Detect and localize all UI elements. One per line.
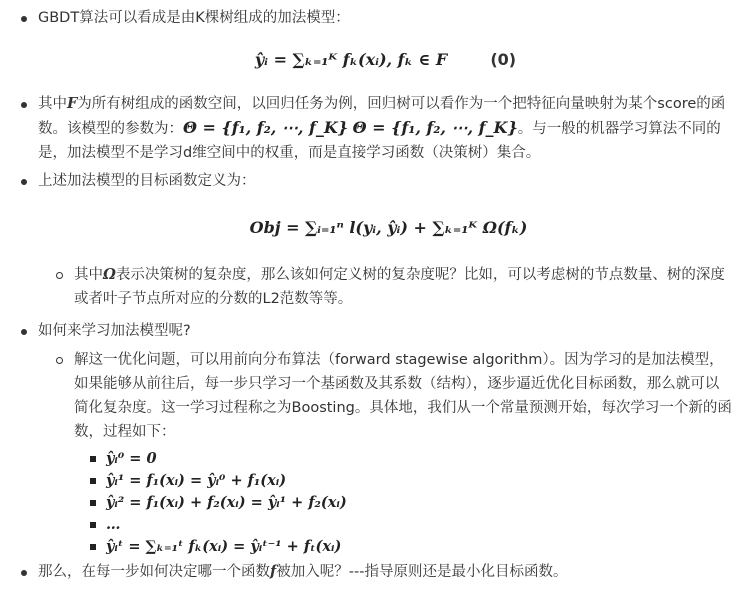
step-item <box>0 470 747 492</box>
sub-item-complexity <box>0 263 747 311</box>
main-list <box>0 6 747 584</box>
equation-0 <box>0 30 747 90</box>
equation-1-row <box>0 193 747 263</box>
list-item-how-to-learn <box>0 319 747 343</box>
list-item-gbdt-intro <box>0 6 747 30</box>
steps-list <box>0 448 747 558</box>
boosting-text: 解这一优化问题，可以用前向分布算法（forward stagewise algorithm）。因为学习的是加法模型，如果能够从前往后，每一步只学习一个基函数及其系数（结构），逐步逼近优化目标函数，那么就可以简化复杂度。这一学习过程称之为Boosting。具体地，我们从一个常量预测开始，每次学习一个新的函数，过程如下： <box>74 352 732 440</box>
step-formula: ŷᵢ⁰ = 0 <box>106 450 157 467</box>
step-formula: ŷᵢ¹ = f₁(xᵢ) = ŷᵢ⁰ + f₁(xᵢ) <box>106 472 287 489</box>
how-to-learn-text: 如何来学习加法模型呢? <box>38 323 191 339</box>
bullet-icon <box>21 16 27 22</box>
function-f-symbol: f <box>270 563 277 580</box>
equation-1 <box>0 193 747 263</box>
sub-item-boosting <box>0 348 747 444</box>
bullet-icon <box>21 102 27 108</box>
step-item <box>0 514 747 536</box>
which-function-text-b: 被加入呢？---指导原则还是最小化目标函数。 <box>276 564 568 580</box>
square-bullet-icon <box>90 544 96 550</box>
function-space-text-c: 。与一般的机器学习算法不同的是，加法模型不是学习d维空间中的权重，而是直接学习函数（决策树）集合。 <box>38 121 721 161</box>
list-item-objective <box>0 169 747 193</box>
equation-0-row <box>0 30 747 90</box>
square-bullet-icon <box>90 500 96 506</box>
list-item-function-space <box>0 92 747 165</box>
objective-formula: Obj = ∑ᵢ₌₁ⁿ l(yᵢ, ŷᵢ) + ∑ₖ₌₁ᴷ Ω(fₖ) <box>249 218 528 237</box>
theta-formula-1: Θ = {f₁, f₂, ⋯, f_K} <box>183 118 349 137</box>
square-bullet-icon <box>90 456 96 462</box>
theta-formula-2: Θ = {f₁, f₂, ⋯, f_K} <box>352 118 518 137</box>
objective-text: 上述加法模型的目标函数定义为： <box>38 173 256 189</box>
complexity-text-b: 表示决策树的复杂度，那么该如何定义树的复杂度呢？比如，可以考虑树的节点数量、树的深度或者叶子节点所对应的分数的L2范数等等。 <box>74 267 725 307</box>
function-space-symbol: F <box>67 95 78 112</box>
step-item <box>0 448 747 470</box>
gbdt-intro-text: GBDT算法可以看成是由K棵树组成的加法模型： <box>38 10 350 26</box>
function-space-text-b: 为所有树组成的函数空间，以回归任务为例，回归树可以看作为一个把特征向量映射为某个score的函数。该模型的参数为： <box>38 96 726 137</box>
circle-bullet-icon <box>56 272 63 279</box>
step-item <box>0 536 747 558</box>
square-bullet-icon <box>90 522 96 528</box>
complexity-text-a: 其中 <box>74 267 103 283</box>
function-space-text-a: 其中 <box>38 96 67 112</box>
step-formula: ŷᵢᵗ = ∑ₖ₌₁ᵗ fₖ(xᵢ) = ŷᵢᵗ⁻¹ + fₜ(xᵢ) <box>106 538 342 555</box>
bullet-icon <box>21 179 27 185</box>
bullet-icon <box>21 329 27 335</box>
omega-symbol: Ω <box>103 266 116 283</box>
step-item <box>0 492 747 514</box>
circle-bullet-icon <box>56 357 63 364</box>
list-item-which-function <box>0 560 747 584</box>
square-bullet-icon <box>90 478 96 484</box>
steps-list-row <box>0 448 747 558</box>
which-function-text-a: 那么，在每一步如何决定哪一个函数 <box>38 564 270 580</box>
step-formula: … <box>106 516 121 533</box>
step-formula: ŷᵢ² = f₁(xᵢ) + f₂(xᵢ) = ŷᵢ¹ + f₂(xᵢ) <box>106 494 347 511</box>
equation-0-number: (0) <box>490 50 517 69</box>
equation-0-formula: ŷᵢ = ∑ₖ₌₁ᴷ fₖ(xᵢ), fₖ ∈ F <box>254 50 448 69</box>
bullet-icon <box>21 570 27 576</box>
